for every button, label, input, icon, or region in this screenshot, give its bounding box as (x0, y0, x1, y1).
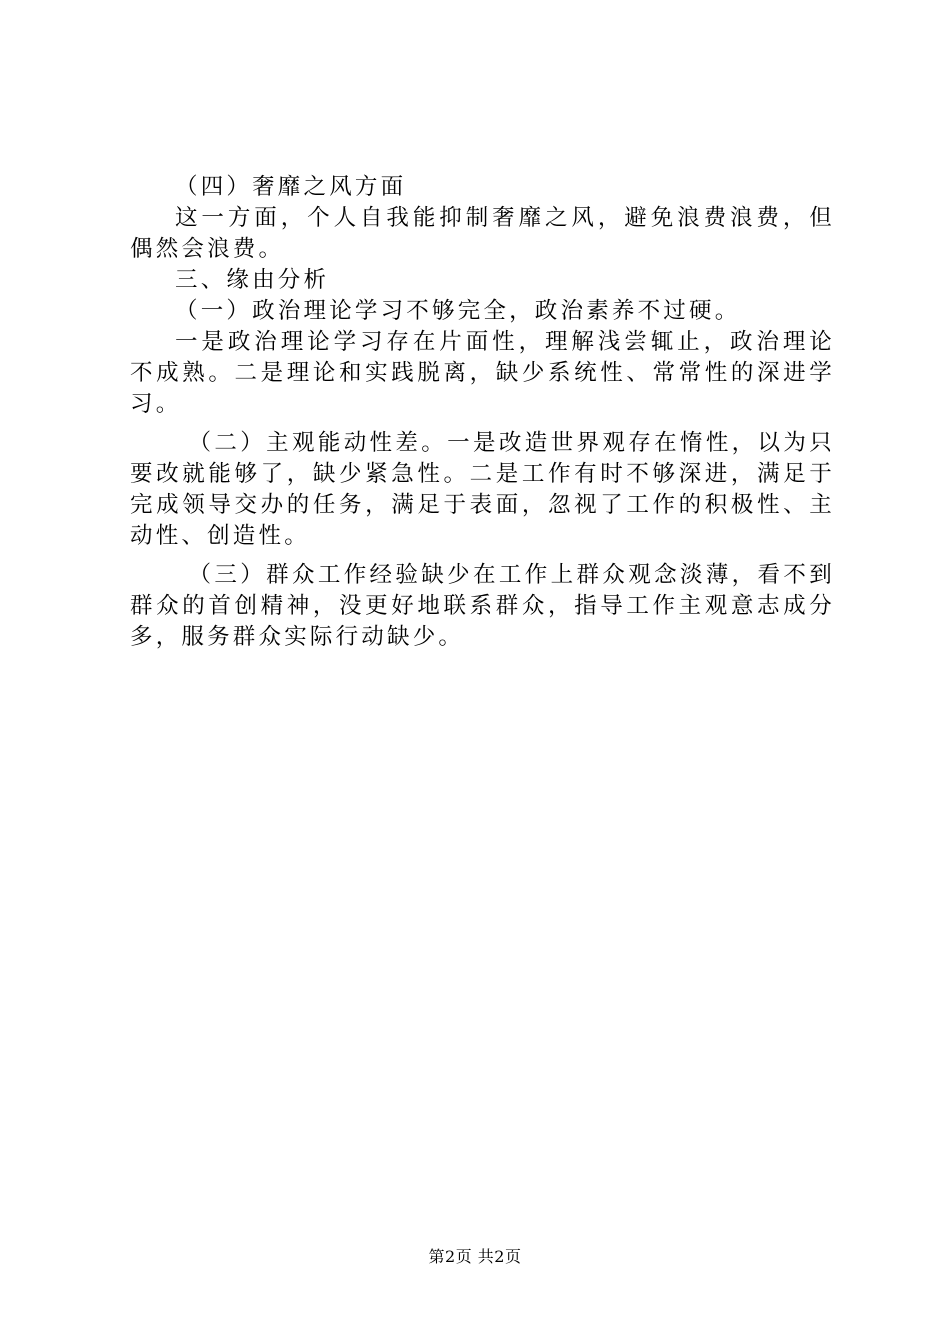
subheading-political-theory: （一）政治理论学习不够完全，政治素养不过硬。 (175, 298, 741, 324)
section-heading-cause-analysis: 三、缘由分析 (175, 267, 330, 293)
document-body (130, 172, 835, 653)
paragraph-political-theory-detail: 一是政治理论学习存在片面性，理解浅尝辄止，政治理论不成熟。二是理论和实践脱离，缺少系统性、常常性的深进学习。 (130, 329, 835, 417)
section-heading-extravagance: （四）奢靡之风方面 (175, 174, 407, 200)
paragraph-extravagance-detail: 这一方面，个人自我能抑制奢靡之风，避免浪费浪费，但偶然会浪费。 (130, 205, 835, 262)
page-number-footer: 第2页 共2页 (428, 1247, 522, 1266)
paragraph-mass-work: （三）群众工作经验缺少在工作上群众观念淡薄，看不到群众的首创精神，没更好地联系群众，指导工作主观意志成分多，服务群众实际行动缺少。 (130, 562, 835, 650)
paragraph-subjective-initiative: （二）主观能动性差。一是改造世界观存在惰性，以为只要改就能够了，缺少紧急性。二是工作有时不够深进，满足于完成领导交办的任务，满足于表面，忽视了工作的积极性、主动性、创造性。 (130, 430, 835, 549)
